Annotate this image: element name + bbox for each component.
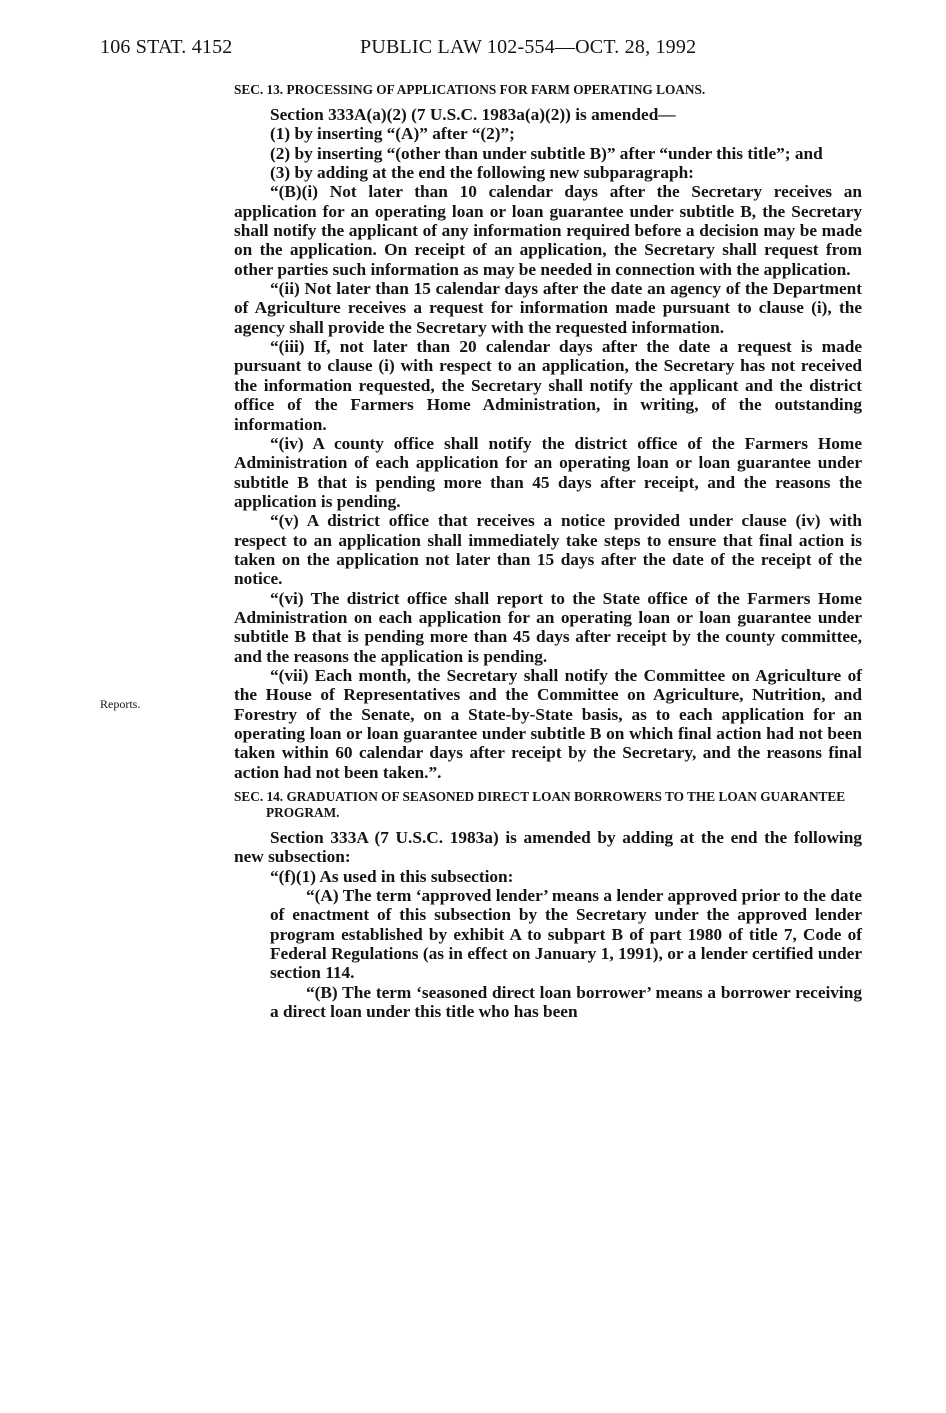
clause-ii: “(ii) Not later than 15 calendar days after the date an agency of the Department of Agriculture receives a request for information made pursuant to clause (i), the agency shall provide the Secretary with the requested information. [234, 279, 862, 337]
definition-a: “(A) The term ‘approved lender’ means a lender approved prior to the date of enactment of this subsection by the Secretary under the approved lender program established by exhibit A to subpart B of part 1980 of title 7, Code of Federal Regulations (as in effect on January 1, 1991), or a lender certified under section 114. [270, 886, 862, 983]
running-head [100, 36, 860, 66]
section-13-heading: SEC. 13. PROCESSING OF APPLICATIONS FOR FARM OPERATING LOANS. [234, 82, 706, 97]
section-13-item-1: (1) by inserting “(A)” after “(2)”; [270, 124, 515, 144]
section-13-intro: Section 333A(a)(2) (7 U.S.C. 1983a(a)(2)) is amended— [270, 105, 676, 124]
section-14-heading: SEC. 14. GRADUATION OF SEASONED DIRECT LOAN BORROWERS TO THE LOAN GUARANTEE PROGRAM. [234, 789, 846, 821]
clause-vii: “(vii) Each month, the Secretary shall notify the Committee on Agriculture of the House of Representatives and the Committee on Agriculture, Nutrition, and Forestry of the Senate, on a State-by-State basis, as to each application for an operating loan or loan guarantee under subtitle B on which final action had not been taken within 60 calendar days after receipt by the Secretary, and the reasons final action had not been taken.”. [234, 665, 862, 782]
clause-b-i: “(B)(i) Not later than 10 calendar days after the Secretary receives an application for an operating loan or loan guarantee under subtitle B, the Secretary shall notify the applicant of any information required before a decision may be made on the application. On receipt of an application, the Secretary shall request from other parties such information as may be needed in connection with the application. [234, 182, 862, 279]
definition-b: “(B) The term ‘seasoned direct loan borrower’ means a borrower receiving a direct loan under this title who has been [270, 982, 862, 1022]
clause-vi: “(vi) The district office shall report to the State office of the Farmers Home Administration on each application for an operating loan or loan guarantee under subtitle B that is pending more than 45 days after receipt by the county committee, and the reasons the application is pending. [234, 588, 862, 666]
subsection-f-1: “(f)(1) As used in this subsection: [270, 866, 514, 886]
clause-iv: “(iv) A county office shall notify the district office of the Farmers Home Administration of each application for an operating loan or loan guarantee under subtitle B that is pending more than 45 days after receipt, and the reasons the application is pending. [234, 433, 862, 511]
section-14-intro: Section 333A (7 U.S.C. 1983a) is amended by adding at the end the following new subsection: [234, 828, 862, 867]
section-13-item-3: (3) by adding at the end the following new subparagraph: [270, 163, 694, 183]
section-13-item-2: (2) by inserting “(other than under subtitle B)” after “under this title”; and [270, 143, 823, 163]
body-text [234, 82, 862, 1021]
clause-v: “(v) A district office that receives a notice provided under clause (iv) with respect to an application shall immediately take steps to ensure that final action is taken on the application not later than 15 days after the date of the receipt of the notice. [234, 511, 862, 589]
margin-note-reports: Reports. [100, 697, 141, 711]
page-stat-number: 106 STAT. 4152 [100, 36, 233, 58]
law-title: PUBLIC LAW 102-554—OCT. 28, 1992 [360, 36, 697, 58]
clause-iii: “(iii) If, not later than 20 calendar days after the date a request is made pursuant to clause (i) with respect to an application, the Secretary has not received the information requested, the Secretary shall notify the applicant and the district office of the Farmers Home Administration, in writing, of the outstanding information. [234, 337, 862, 434]
